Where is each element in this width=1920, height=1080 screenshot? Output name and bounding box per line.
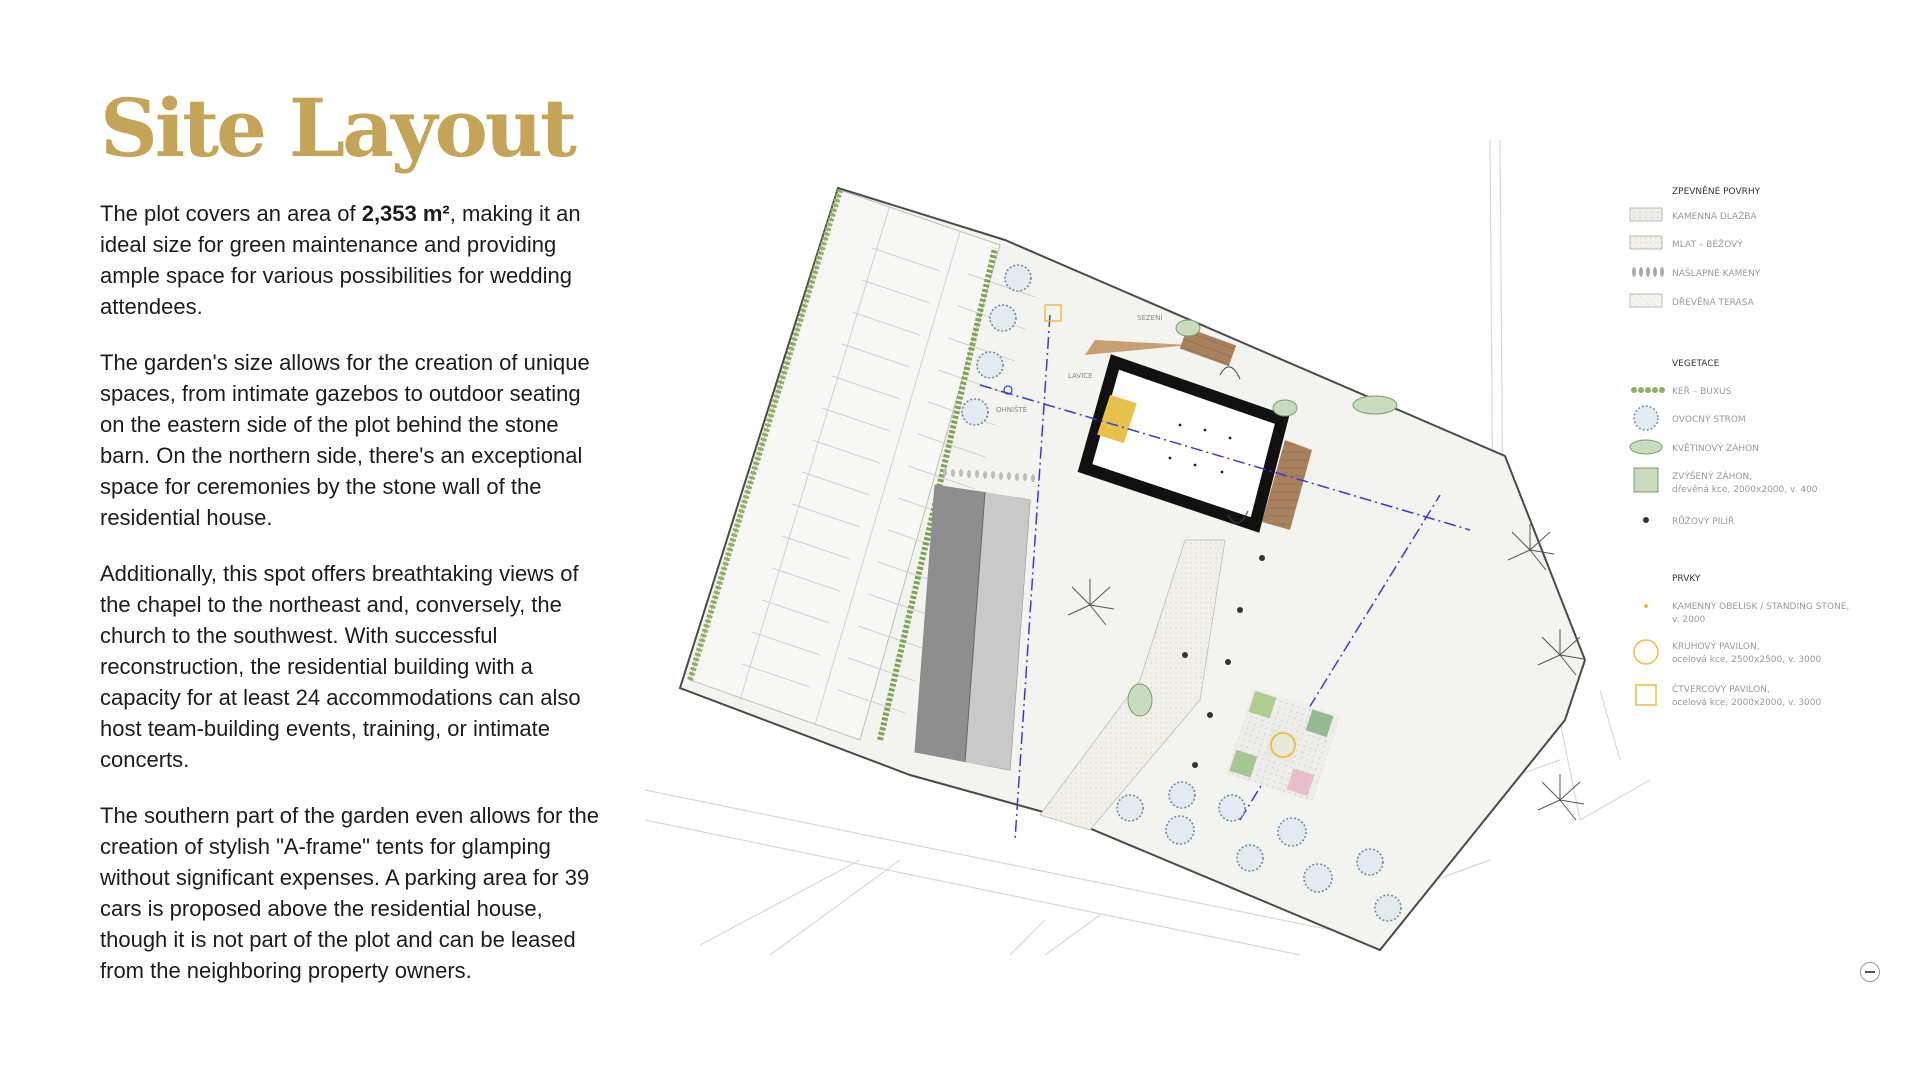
legend-heading-elements: PRVKY bbox=[1672, 574, 1701, 584]
legend-vegetation-5: RŮŽOVÝ PILÍŘ bbox=[1672, 517, 1735, 527]
legend-surface-2: MLAT – BÉŽOVÝ bbox=[1672, 240, 1743, 250]
label-seating: SEZENÍ bbox=[1137, 314, 1163, 322]
legend bbox=[1630, 185, 1849, 708]
paragraph-garden: The garden's size allows for the creation of unique spaces, from intimate gazebos to outdoor seating on the eastern side of the plot behind the stone barn. On the northern side, there's an exceptional space for ceremonies by the stone wall of the residential house. bbox=[100, 350, 590, 530]
legend-element-1: KAMENNÝ OBELISK / STANDING STONE, bbox=[1672, 602, 1850, 612]
paragraph-plot-area bbox=[100, 198, 610, 322]
page-title: Site Layout bbox=[100, 81, 574, 175]
legend-element-3: ČTVERCOVÝ PAVILON, bbox=[1672, 685, 1770, 695]
legend-vegetation-4-sub: dřevěná kce, 2000x2000, v. 400 bbox=[1672, 485, 1818, 495]
stone-barn bbox=[915, 485, 1030, 770]
legend-element-2-sub: ocelová kce, 2500x2500, v. 3000 bbox=[1672, 655, 1822, 665]
paragraph-southern-part: The southern part of the garden even allows for the creation of stylish "A-frame" tents for glamping without significant expenses. A parking area for 39 cars is proposed above the residential house, though it is not part of the plot and can be leased from the neighboring property owners. bbox=[100, 803, 599, 983]
legend-vegetation-2: OVOCNÝ STROM bbox=[1672, 415, 1746, 425]
legend-surface-3: NÁŠLAPNÉ KAMENY bbox=[1672, 269, 1761, 279]
label-bench: LAVICE bbox=[1068, 372, 1093, 380]
label-fire-pit: OHNIŠTĚ bbox=[996, 406, 1028, 414]
site-plan-drawing bbox=[640, 130, 1890, 990]
legend-element-3-sub: ocelová kce, 2000x2000, v. 3000 bbox=[1672, 698, 1822, 708]
paragraph-text: , making it an ideal size for green maintenance and providing ample space for various possibilities for wedding attendees. bbox=[100, 201, 581, 319]
legend-element-2: KRUHOVÝ PAVILON, bbox=[1672, 642, 1760, 652]
legend-heading-vegetation: VEGETACE bbox=[1672, 359, 1720, 369]
legend-surface-1: KAMENNÁ DLAŽBA bbox=[1672, 212, 1757, 222]
legend-element-1-sub: v. 2000 bbox=[1672, 615, 1706, 625]
legend-vegetation-4: ZVÝŠENÝ ZÁHON, bbox=[1672, 472, 1753, 482]
scroll-control-button[interactable] bbox=[1860, 962, 1880, 982]
legend-surface-4: DŘEVĚNÁ TERASA bbox=[1672, 298, 1754, 308]
legend-vegetation-3: KVĚTINOVÝ ZÁHON bbox=[1672, 444, 1759, 454]
plot-area-value: 2,353 m² bbox=[361, 201, 450, 226]
paragraph-text: The plot covers an area of bbox=[100, 201, 362, 226]
description-text bbox=[100, 198, 610, 1011]
paragraph-views: Additionally, this spot offers breathtaking views of the chapel to the northeast and, conversely, the church to the southwest. With successful reconstruction, the residential building with a capacity for at least 24 accommodations can also host team-building events, training, or intimate concerts. bbox=[100, 561, 581, 772]
legend-heading-surfaces: ZPEVNĚNÉ POVRHY bbox=[1672, 187, 1761, 197]
minus-icon bbox=[1865, 971, 1875, 973]
legend-vegetation-1: KEŘ – BUXUS bbox=[1672, 387, 1732, 397]
